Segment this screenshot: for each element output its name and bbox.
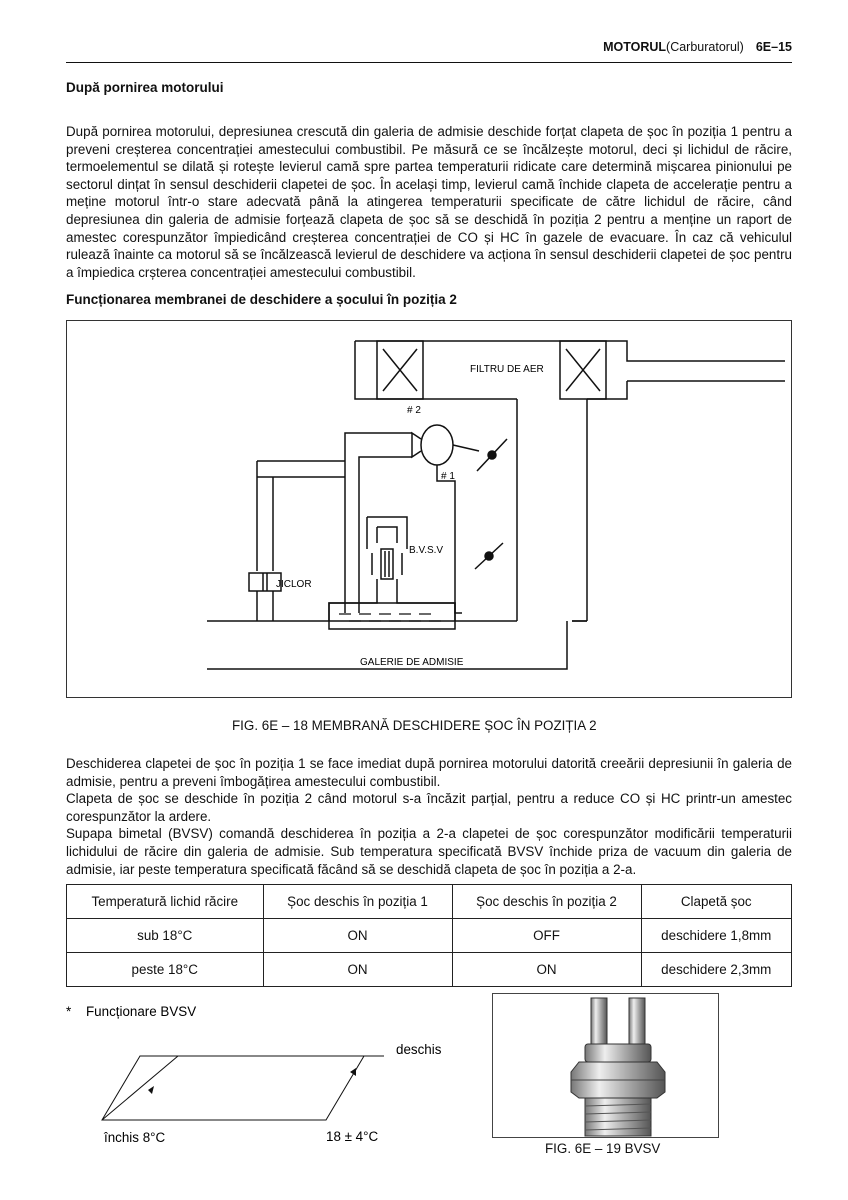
label-open: deschis — [396, 1042, 442, 1057]
choke-membrane-diagram — [66, 320, 792, 698]
table-row — [67, 919, 792, 953]
section-title-after-start: După pornirea motorului — [66, 80, 224, 95]
paragraph-after-start — [66, 123, 792, 281]
diagram-svg — [67, 321, 793, 699]
paragraph-position-1: Deschiderea clapetei de șoc în poziția 1 se face imediat după pornirea motorului datorită creeării depresiunii în galeria de admisie, pentru a preveni îmbogățirea amestecului combustibil. — [66, 756, 792, 789]
bullet-mark: * — [66, 1004, 72, 1019]
label-temp: 18 ± 4°C — [326, 1129, 379, 1144]
page-header — [66, 36, 792, 63]
bvsv-pipe-left — [591, 998, 607, 1050]
bvsv-photo — [492, 993, 719, 1138]
col-header-flap: Clapetă șoc — [641, 885, 792, 919]
bvsv-function-title: Funcționare BVSV — [86, 1004, 197, 1019]
label-jiclor: JICLOR — [276, 579, 312, 590]
explanation-paragraphs — [66, 755, 792, 878]
label-bvsv: B.V.S.V — [409, 545, 444, 556]
label-port-2: # 2 — [407, 405, 421, 416]
choke-spec-table — [66, 884, 792, 987]
bvsv-pipe-right — [629, 998, 645, 1050]
paragraph-bvsv: Supapa bimetal (BVSV) comandă deschiderea în poziția a 2-a clapetei de șoc corespunzător modificării temperaturii lichidului de răcire din galeria de admisie. Sub temperatura specificată BVSV închide priza de vacuum din galeria de admisie, iar peste temperatura specificată făcând să se deschidă clapeta de șoc în poziția a 2-a. — [66, 826, 792, 877]
cell: peste 18°C — [67, 953, 264, 987]
vacuum-line-1 — [437, 465, 462, 613]
header-subsection: (Carburatorul) — [666, 40, 744, 54]
bvsv-stem — [329, 579, 455, 621]
col-header-temp: Temperatură lichid răcire — [67, 885, 264, 919]
table-row — [67, 953, 792, 987]
cell: ON — [263, 953, 452, 987]
label-port-1: # 1 — [441, 471, 455, 482]
figure-caption-19: FIG. 6E – 19 BVSV — [545, 1141, 661, 1156]
bvsv-body — [367, 517, 407, 549]
carburetor-throat — [517, 399, 587, 621]
cell: sub 18°C — [67, 919, 264, 953]
vacuum-line-2 — [345, 433, 412, 613]
table-header-row — [67, 885, 792, 919]
header-text — [603, 40, 792, 54]
bvsv-graph-svg — [66, 1000, 466, 1160]
paragraph-position-2: Clapeta de șoc se deschide în poziția 2 când motorul s-a încăzit parțial, pentru a reduce CO și HC printr-un amestec corespunzător la ardere. — [66, 791, 792, 824]
bvsv-function-graph — [66, 1000, 466, 1160]
choke-membrane — [421, 425, 453, 465]
coolant-chamber — [329, 603, 455, 629]
air-filter-housing — [355, 341, 785, 399]
cell: ON — [263, 919, 452, 953]
label-air-filter: FILTRU DE AER — [470, 364, 544, 375]
section-title-membrane: Funcționarea membranei de deschidere a șocului în poziția 2 — [66, 292, 457, 307]
header-section: MOTORUL — [603, 40, 667, 54]
paragraph-text: După pornirea motorului, depresiunea crescută din galeria de admisie deschide forțat clapeta de șoc în poziția 1 pentru a preveni creșterea concentrației amestecului combustibil. Pe măsură ce se încălzește motorul, deci și lichidul de răcire, termoelementul se dilată și rotește levierul camă spre partea temperaturii ridicate care determină mișcarea pinionului pe sectorul dințat în sensul deschiderii clapetei de șoc. În același timp, levierul camă închide clapeta de accelerație pentru a meține motorul într-o stare adecvată până la atingerea temperaturii specificate de către lichidul de răcire, când depresiunea din galeria de admisie forțează clapeta de șoc să se deschidă în poziția 2 pentru a menține un raport de amestec corespunzător împiedicând creșterea concentrației de CO și HC în gazele de evacuare. În caz că vehiculul rulează înainte ca motorul să se încălzească levierul de deschidere va acționa în sensul deschiderii clapetei de șoc pentru a împiedica crșterea concentrației amestecului combustibil. — [66, 124, 792, 280]
cell: deschidere 1,8mm — [641, 919, 792, 953]
cell: OFF — [452, 919, 641, 953]
col-header-pos2: Șoc deschis în poziția 2 — [452, 885, 641, 919]
hysteresis-loop — [102, 1056, 364, 1120]
bvsv-thread — [585, 1098, 651, 1136]
cell: deschidere 2,3mm — [641, 953, 792, 987]
figure-caption-18: FIG. 6E – 18 MEMBRANĂ DESCHIDERE ȘOC ÎN POZIȚIA 2 — [232, 718, 597, 733]
cell: ON — [452, 953, 641, 987]
col-header-pos1: Șoc deschis în poziția 1 — [263, 885, 452, 919]
label-intake: GALERIE DE ADMISIE — [360, 657, 464, 668]
page-number: 6E–15 — [755, 40, 792, 54]
bvsv-drawing — [493, 994, 718, 1137]
label-closed: închis 8°C — [104, 1130, 166, 1145]
